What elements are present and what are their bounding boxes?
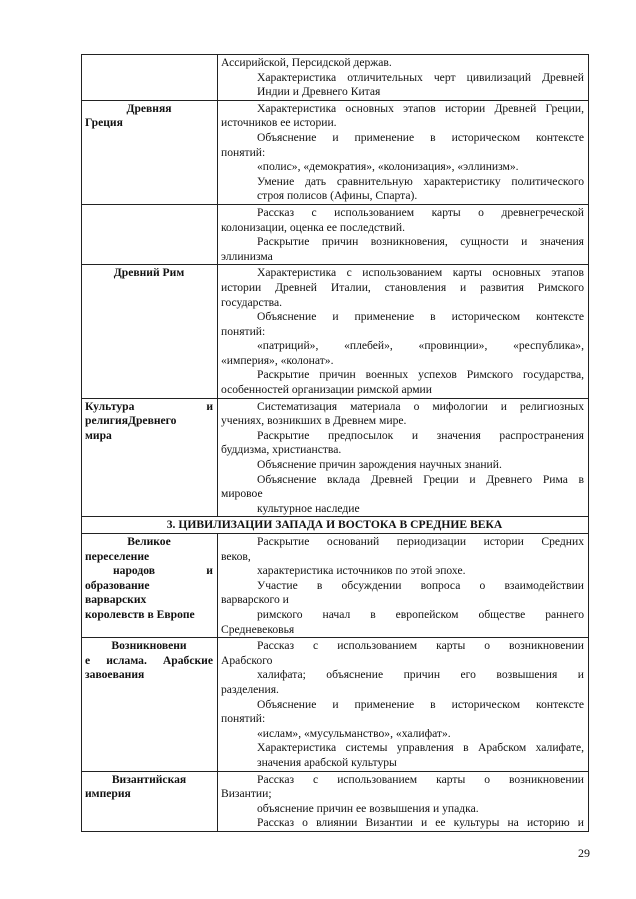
table-row bbox=[82, 55, 589, 101]
table-row bbox=[82, 771, 589, 831]
topic-cell bbox=[82, 638, 218, 771]
requirement-text-line: Объяснение вклада Древней Греции и Древнего Рима в bbox=[257, 472, 584, 486]
requirement-text-line: культурное наследие bbox=[257, 501, 360, 515]
section-header-row bbox=[82, 517, 589, 534]
table-row bbox=[82, 265, 589, 398]
topic-title-line: Византийская bbox=[111, 772, 187, 786]
requirement-text-line: Характеристика основных этапов истории Древней Греции, bbox=[257, 101, 584, 115]
section-title: 3. ЦИВИЛИЗАЦИИ ЗАПАДА И ВОСТОКА В СРЕДНИЕ ВЕКА bbox=[82, 517, 589, 534]
topic-title-line: образование bbox=[85, 578, 150, 592]
topic-cell bbox=[82, 204, 218, 264]
requirement-text-line: Характеристика с использованием карты основных этапов bbox=[257, 266, 584, 280]
requirement-text-line: буддизма, христианства. bbox=[221, 443, 342, 457]
requirements-cell bbox=[218, 771, 589, 831]
requirements-cell bbox=[218, 55, 589, 101]
requirement-text-line: Умение дать сравнительную характеристику политического bbox=[257, 174, 584, 188]
curriculum-table-body bbox=[82, 55, 589, 832]
requirement-text-line: римского начал в европейском обществе раннего bbox=[257, 607, 584, 621]
requirement-text-line: Раскрытие предпосылок и значения распространения bbox=[257, 428, 584, 442]
requirement-text-line: варварского и bbox=[221, 593, 289, 607]
requirement-text-line: эллинизма bbox=[221, 249, 273, 263]
table-row bbox=[82, 398, 589, 517]
requirement-text-line: «ислам», «мусульманство», «халифат». bbox=[257, 726, 451, 740]
topic-title-line: Возникновени bbox=[111, 639, 187, 653]
topic-title-line: Великое bbox=[127, 535, 171, 548]
requirement-text-line: Рассказ с использованием карты о возникновении bbox=[257, 772, 584, 786]
topic-cell bbox=[82, 398, 218, 517]
topic-title-line: Древний Рим bbox=[113, 266, 185, 280]
requirement-text-line: Раскрытие причин возникновения, сущности и значения bbox=[257, 235, 584, 249]
requirement-text-line: Объяснение и применение в историческом контексте bbox=[257, 130, 584, 144]
requirement-text-line: истории Древней Италии, становления и развития Римского bbox=[221, 280, 584, 294]
requirement-text-line: Участие в обсуждении вопроса о взаимодействии bbox=[257, 578, 584, 592]
requirements-cell bbox=[218, 398, 589, 517]
requirement-text-line: «империя», «колонат». bbox=[221, 353, 334, 367]
table-row bbox=[82, 204, 589, 264]
requirements-cell bbox=[218, 204, 589, 264]
requirement-text-line: Рассказ о влиянии Византии и ее культуры на историю и bbox=[257, 816, 584, 830]
topic-cell bbox=[82, 771, 218, 831]
topic-cell bbox=[82, 534, 218, 638]
table-row bbox=[82, 534, 589, 638]
topic-title-line: Греция bbox=[85, 116, 123, 130]
requirement-text-line: Объяснение и применение в историческом контексте bbox=[257, 697, 584, 711]
requirement-text-line: Индии и Древнего Китая bbox=[257, 85, 381, 99]
requirement-text-line: Ассирийской, Персидской держав. bbox=[221, 56, 392, 69]
topic-title-line: переселение bbox=[85, 549, 150, 563]
requirement-text-line: государства. bbox=[221, 295, 283, 309]
requirement-text-line: «патриций», «плебей», «провинции», «республика», bbox=[257, 339, 584, 353]
topic-title-line: е ислама. Арабские bbox=[85, 653, 213, 667]
requirement-text-line: Арабского bbox=[221, 653, 273, 667]
requirement-text-line: понятий: bbox=[221, 324, 266, 338]
requirement-text-line: «полис», «демократия», «колонизация», «эллинизм». bbox=[257, 160, 519, 174]
requirement-text-line: понятий: bbox=[221, 145, 266, 159]
curriculum-table bbox=[81, 54, 589, 832]
requirement-text-line: источников ее истории. bbox=[221, 116, 337, 130]
requirement-text-line: значения арабской культуры bbox=[257, 755, 397, 769]
requirement-text-line: Объяснение и применение в историческом контексте bbox=[257, 310, 584, 324]
topic-title-line: Культура и bbox=[85, 399, 213, 413]
requirement-text-line: халифата; объяснение причин его возвышения и bbox=[257, 668, 584, 682]
topic-title-line: религияДревнего bbox=[85, 414, 177, 428]
requirements-cell bbox=[218, 534, 589, 638]
requirement-text-line: характеристика источников по этой эпохе. bbox=[257, 564, 466, 578]
topic-cell bbox=[82, 265, 218, 398]
requirement-text-line: объяснение причин ее возвышения и упадка. bbox=[257, 801, 479, 815]
topic-title-line: завоевания bbox=[85, 668, 145, 682]
page-number: 29 bbox=[578, 846, 590, 860]
requirement-text-line: Раскрытие оснований периодизации истории Средних bbox=[257, 535, 584, 548]
requirement-text-line: колонизации, оценка ее последствий. bbox=[221, 220, 405, 234]
requirements-cell bbox=[218, 100, 589, 204]
requirement-text-line: веков, bbox=[221, 549, 251, 563]
requirement-text-line: строя полисов (Афины, Спарта). bbox=[257, 189, 418, 203]
requirement-text-line: Византии; bbox=[221, 787, 272, 801]
table-row bbox=[82, 100, 589, 204]
requirements-cell bbox=[218, 638, 589, 771]
requirement-text-line: Раскрытие причин военных успехов Римского государства, bbox=[257, 368, 584, 382]
requirements-cell bbox=[218, 265, 589, 398]
topic-title-line: варварских bbox=[85, 593, 147, 607]
table-row bbox=[82, 638, 589, 771]
topic-cell bbox=[82, 55, 218, 101]
requirement-text-line: Рассказ с использованием карты о древнегреческой bbox=[257, 205, 584, 219]
requirement-text-line: особенностей организации римской армии bbox=[221, 383, 432, 397]
requirement-text-line: понятий: bbox=[221, 712, 266, 726]
topic-title-line: Древняя bbox=[126, 101, 172, 115]
topic-title-line: империя bbox=[85, 787, 131, 801]
requirement-text-line: Средневековья bbox=[221, 622, 295, 636]
topic-title-line: народов и bbox=[113, 564, 213, 578]
topic-cell bbox=[82, 100, 218, 204]
requirement-text-line: Характеристика системы управления в Арабском халифате, bbox=[257, 741, 584, 755]
requirement-text-line: разделения. bbox=[221, 682, 279, 696]
topic-title-line: королевств в Европе bbox=[85, 607, 195, 621]
requirement-text-line: Характеристика отличительных черт цивилизаций Древней bbox=[257, 70, 584, 84]
requirement-text-line: учениях, возникших в Древнем мире. bbox=[221, 414, 407, 428]
requirement-text-line: Систематизация материала о мифологии и религиозных bbox=[257, 399, 584, 413]
topic-title-line: мира bbox=[85, 428, 112, 442]
requirement-text-line: Объяснение причин зарождения научных знаний. bbox=[257, 458, 502, 472]
requirement-text-line: мировое bbox=[221, 487, 263, 501]
requirement-text-line: Рассказ с использованием карты о возникновении bbox=[257, 639, 584, 653]
